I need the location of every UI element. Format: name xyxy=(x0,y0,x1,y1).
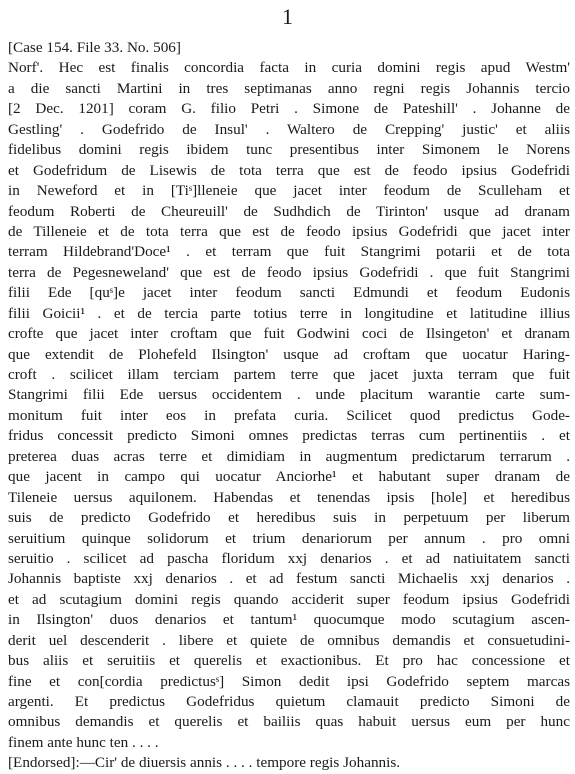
text-line: Johannis baptiste xxj denarios . et ad festum sancti Michaelis xxj denarios . xyxy=(8,570,570,588)
text-line: finem ante hunc ten . . . . xyxy=(8,733,159,751)
text-line: bus aliis et seruitiis et querelis et exactionibus. Et pro hac concessione et xyxy=(8,652,570,670)
text-line: argenti. Et predictus Godefridus quietum clamauit predicto Simoni de xyxy=(8,693,570,710)
text-line: in Ilsington' duos denarios et tantum¹ quocumque modo scutagium ascen- xyxy=(8,611,570,629)
text-line: que extendit de Plohefeld Ilsington' usque ad croftam que uocatur Haring- xyxy=(8,345,570,363)
page-number: 1 xyxy=(282,4,293,29)
text-line: a die sancti Martini in tres septimanas anno regni regis Johannis tercio xyxy=(8,79,570,97)
text-line: seruitium quinque solidorum et trium denariorum per annum . pro omni xyxy=(8,529,570,547)
text-line: feodum Roberti de Cheureuill' de Sudhdich de Tirinton' usque ad dranam xyxy=(8,202,570,220)
text-line: Stangrimi filii Ede uersus occidentem . unde placitum warantie carte sum- xyxy=(8,386,570,404)
text-line: monitum fuit inter eos in prefata curia. Scilicet quod predictus Gode- xyxy=(8,406,570,424)
text-line: terra de Pegesneweland' que est de feodo ipsius Godefridi . que fuit Stangrimi xyxy=(8,263,570,281)
text-line: fridus concessit predicto Simoni omnes predictas terras cum pertinentiis . et xyxy=(8,427,570,445)
text-line: filii Goicii¹ . et de tercia parte totius terre in longitudine et latitudine illius xyxy=(8,304,570,322)
endorsement-line: [Endorsed]:—Cir' de diuersis annis . . . . tempore regis Johannis. xyxy=(8,754,401,772)
text-line: suis de predicto Godefrido et heredibus suis in perpetuum per liberum xyxy=(8,509,570,527)
text-line: que jacent in campo qui uocatur Anciorhe¹ et habutant super dranam de xyxy=(8,468,570,486)
text-line: [2 Dec. 1201] coram G. filio Petri . Simone de Pateshill' . Johanne de xyxy=(8,100,570,118)
text-line: Norf'. Hec est finalis concordia facta in curia domini regis apud Westm' xyxy=(8,59,570,77)
text-line: Gestling' . Godefrido de Insul' . Waltero de Crepping' justic' et aliis xyxy=(8,120,570,138)
text-line: croft . scilicet illam terciam partem terre que jacet juxta terram que fuit xyxy=(8,366,570,383)
case-reference: [Case 154. File 33. No. 506] xyxy=(8,39,181,56)
text-line: preterea duas acras terre et dimidiam in augmentum predictarum terrarum . xyxy=(8,447,570,465)
text-line: terram Hildebrand'Doce¹ . et terram que fuit Stangrimi potarii et de tota xyxy=(8,243,570,261)
text-line: fine et con[cordia predictusˢ] Simon dedit ipsi Godefrido septem marcas xyxy=(8,672,570,690)
document-body xyxy=(8,38,570,774)
text-line: seruitio . scilicet ad pascha floridum xxj denarios . et ad natiuitatem sancti xyxy=(8,549,570,567)
text-line: et Godefridum de Lisewis de tota terra que est de feodo ipsius Godefridi xyxy=(8,161,570,179)
text-line: derit uel descenderit . libere et quiete de omnibus demandis et consuetudini- xyxy=(8,631,570,649)
text-line: crofte que jacet inter croftam que fuit Godwini coci de Ilsingeton' et dranam xyxy=(8,325,570,343)
text-line: de Tilleneie et de tota terra que est de feodo ipsius Godefridi que jacet inter xyxy=(8,222,570,240)
text-line: filii Ede [quˢ]e jacet inter feodum sancti Edmundi et feodum Eudonis xyxy=(8,284,570,302)
text-line: omnibus demandis et querelis et bailiis quas habuit uersus eum per hunc xyxy=(8,713,570,731)
text-line: fidelibus domini regis ibidem tunc presentibus inter Simonem le Norens xyxy=(8,141,570,159)
text-line: in Neweford et in [Tiˢ]lleneie que jacet inter feodum de Sculleham et xyxy=(8,182,570,200)
text-line: et ad scutagium domini regis quando acciderit super feodum ipsius Godefridi xyxy=(8,590,570,608)
text-line: Tileneie uersus aquilonem. Habendas et tenendas ipsis [hole] et heredibus xyxy=(8,488,570,506)
